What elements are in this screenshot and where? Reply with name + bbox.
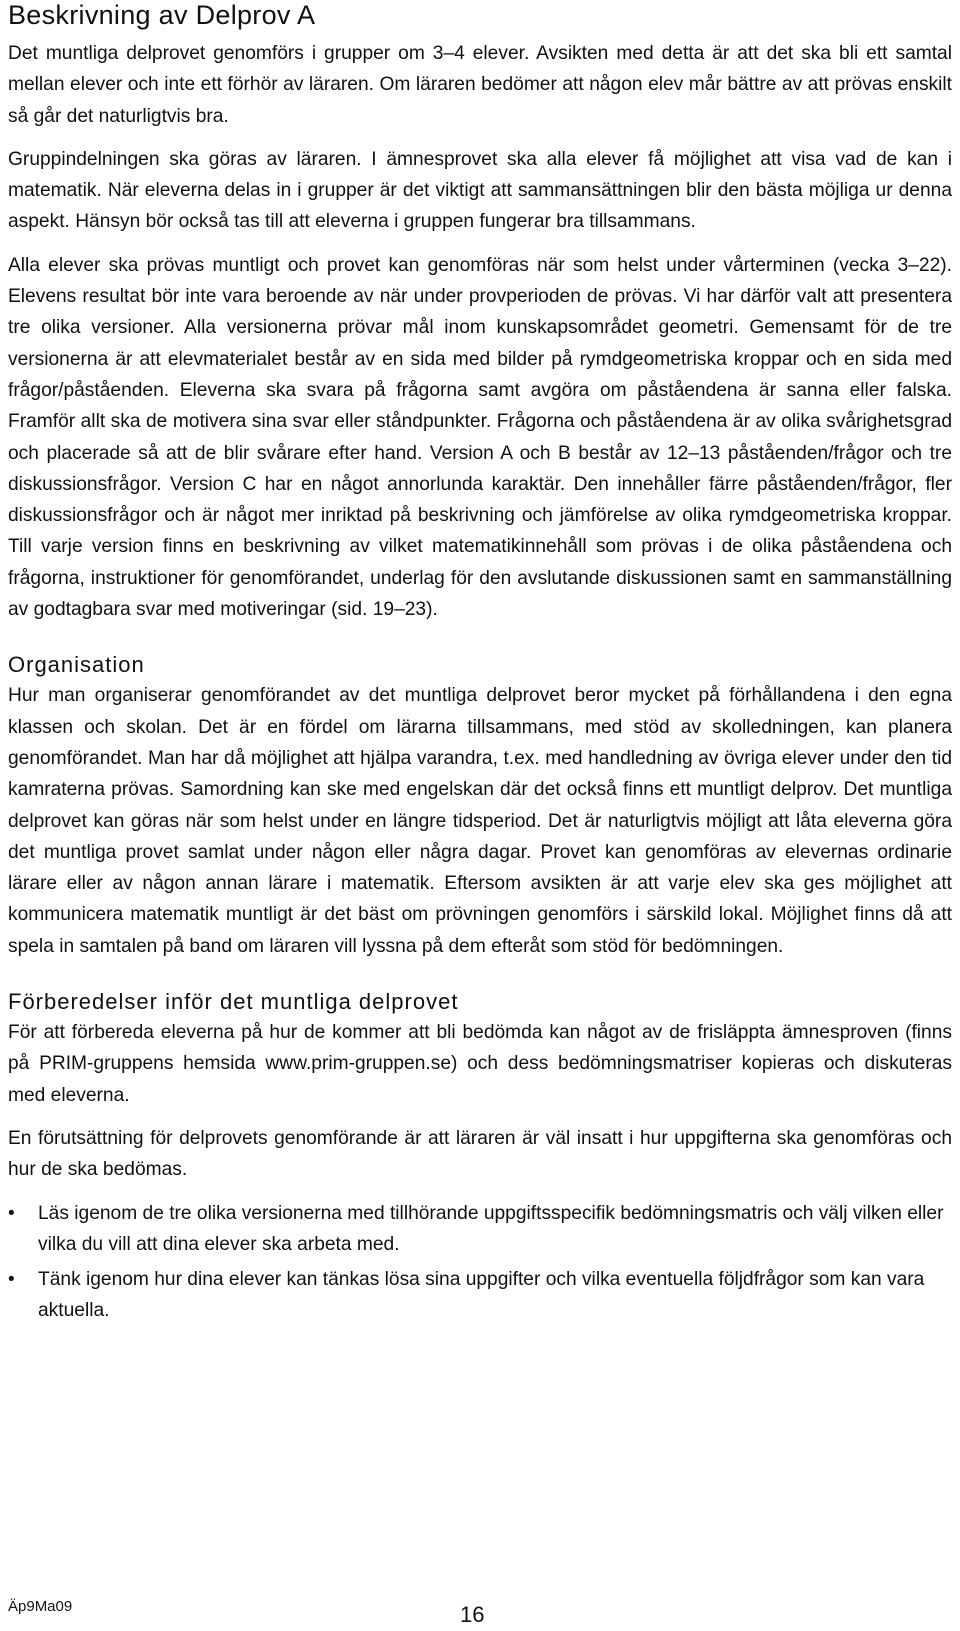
intro-paragraph-3: Alla elever ska prövas muntligt och provet kan genomföras när som helst under vårterminen (vecka 3–22). Elevens resultat bör inte vara beroende av när under provperioden de prövas. Vi har därför valt att presentera tre olika versioner. Alla versionerna prövar mål inom kunskapsområdet geometri. Gemensamt för de tre versionerna är att elevmaterialet består av en sida med bilder på rymdgeometriska kroppar och en sida med frågor/påståenden. Eleverna ska svara på frågorna samt avgöra om påståendena är sanna eller falska. Framför allt ska de motivera sina svar eller ståndpunkter. Frågorna och påståendena är av olika svårighetsgrad och placerade så att de blir svårare efter hand. Version A och B består av 12–13 påståenden/frågor och tre diskussionsfrågor. Version C har en något annorlunda karaktär. Den innehåller färre påståenden/frågor, fler diskussionsfrågor och är något mer inriktad på beskrivning och jämförelse av olika rymdgeometriska kroppar. Till varje version finns en beskrivning av vilket matematikinnehåll som prövas i de olika påståendena och frågorna, instruktioner för genomförandet, underlag för den avslutande diskussionen samt en sammanställning av godtagbara svar med motiveringar (sid. 19–23).	[8, 254, 952, 621]
preparation-bullet-list	[8, 1198, 952, 1327]
page-number: 16	[460, 1602, 485, 1627]
organisation-heading: Organisation	[8, 652, 145, 678]
preparation-heading: Förberedelser inför det muntliga delprovet	[8, 989, 459, 1015]
preparation-paragraph-2: En förutsättning för delprovets genomförande är att läraren är väl insatt i hur uppgifterna ska genomföras och hur de ska bedömas.	[8, 1127, 952, 1181]
preparation-paragraph-1: För att förbereda eleverna på hur de kommer att bli bedömda kan något av de frisläppta ämnesproven (finns på PRIM-gruppens hemsida www.prim-gruppen.se) och dess bedömningsmatriser kopieras och diskuteras med eleverna.	[8, 1022, 952, 1106]
list-item	[8, 1198, 952, 1261]
page-content	[8, 0, 952, 1331]
bullet-icon: •	[8, 1202, 15, 1224]
intro-paragraph-2: Gruppindelningen ska göras av läraren. I ämnesprovet ska alla elever få möjlighet att visa vad de kan i matematik. När eleverna delas in i grupper är det viktigt att sammansättningen blir den bästa möjliga ur denna aspekt. Hänsyn bör också tas till att eleverna i gruppen fungerar bra tillsammans.	[8, 148, 952, 233]
intro-paragraph-1: Det muntliga delprovet genomförs i grupper om 3–4 elever. Avsikten med detta är att det ska bli ett samtal mellan elever och inte ett förhör av läraren. Om läraren bedömer att någon elev mår bättre av att prövas enskilt så går det naturligtvis bra.	[8, 43, 952, 127]
list-item	[8, 1264, 952, 1327]
list-item-text: Läs igenom de tre olika versionerna med tillhörande uppgiftsspecifik bedömningsmatris och välj vilken eller vilka du vill att dina elever ska arbeta med.	[38, 1202, 944, 1255]
organisation-paragraph: Hur man organiserar genomförandet av det muntliga delprovet beror mycket på förhållandena i den egna klassen och skolan. Det är en fördel om lärarna tillsammans, med stöd av skolledningen, kan planera genomförandet. Man har då möjlighet att hjälpa varandra, t.ex. med handledning av övriga elever under den tid kamraterna prövas. Samordning kan ske med engelskan där det också finns ett muntligt delprov. Det muntliga delprovet kan göras när som helst under en längre tidsperiod. Det är naturligtvis möjligt att låta eleverna göra det muntliga provet samlat under någon eller några dagar. Provet kan genomföras av elevernas ordinarie lärare eller av någon annan lärare i matematik. Eftersom avsikten är att varje elev ska ges möjlighet att kommunicera matematik muntligt är det bäst om prövningen genomförs i särskild lokal. Möjlighet finns då att spela in samtalen på band om läraren vill lyssna på dem efteråt som stöd för bedömningen.	[8, 685, 952, 957]
list-item-text: Tänk igenom hur dina elever kan tänkas lösa sina uppgifter och vilka eventuella följdfrågor som kan vara aktuella.	[38, 1269, 925, 1322]
document-code: Äp9Ma09	[8, 1598, 73, 1615]
bullet-icon: •	[8, 1269, 15, 1291]
page-title: Beskrivning av Delprov A	[8, 0, 316, 30]
